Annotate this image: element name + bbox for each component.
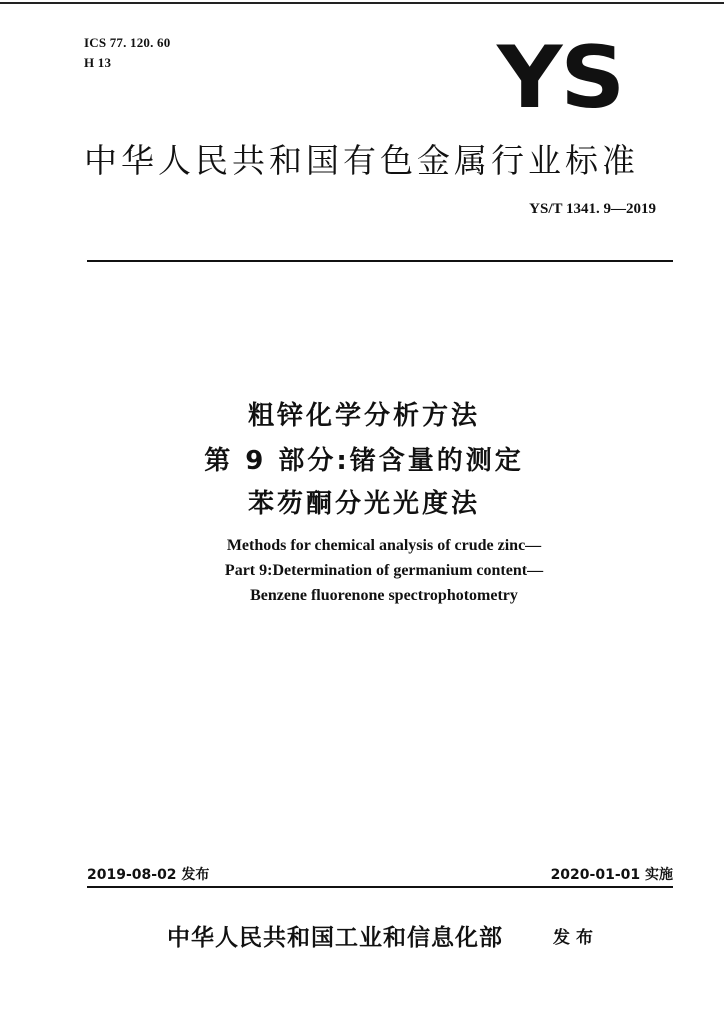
english-title-line-2: Part 9:Determination of germanium content— <box>224 562 544 579</box>
ys-logo: YS <box>497 28 624 128</box>
top-border-line <box>0 2 724 4</box>
footer-divider <box>87 886 673 888</box>
issue-label: 发布 <box>553 928 599 948</box>
standard-number: YS/T 1341. 9—2019 <box>529 201 656 217</box>
issuing-authority: 中华人民共和国工业和信息化部 <box>167 924 503 951</box>
standard-category-title: 中华人民共和国有色金属行业标准 <box>84 141 639 180</box>
chinese-title-line-2: 第 9 部分:锗含量的测定 <box>204 446 524 476</box>
chinese-title-line-1: 粗锌化学分析方法 <box>247 401 480 431</box>
english-title-line-3: Benzene fluorenone spectrophotometry <box>250 587 518 604</box>
ics-code: ICS 77. 120. 60 <box>84 35 171 50</box>
issue-date: 2019-08-02 发布 <box>87 867 210 883</box>
header-divider <box>87 260 673 262</box>
english-title-line-1: Methods for chemical analysis of crude zinc— <box>226 537 542 554</box>
chinese-title-line-3: 苯芴酮分光光度法 <box>247 489 480 519</box>
implementation-date: 2020-01-01 实施 <box>550 867 673 883</box>
ccs-code: H 13 <box>84 55 112 70</box>
